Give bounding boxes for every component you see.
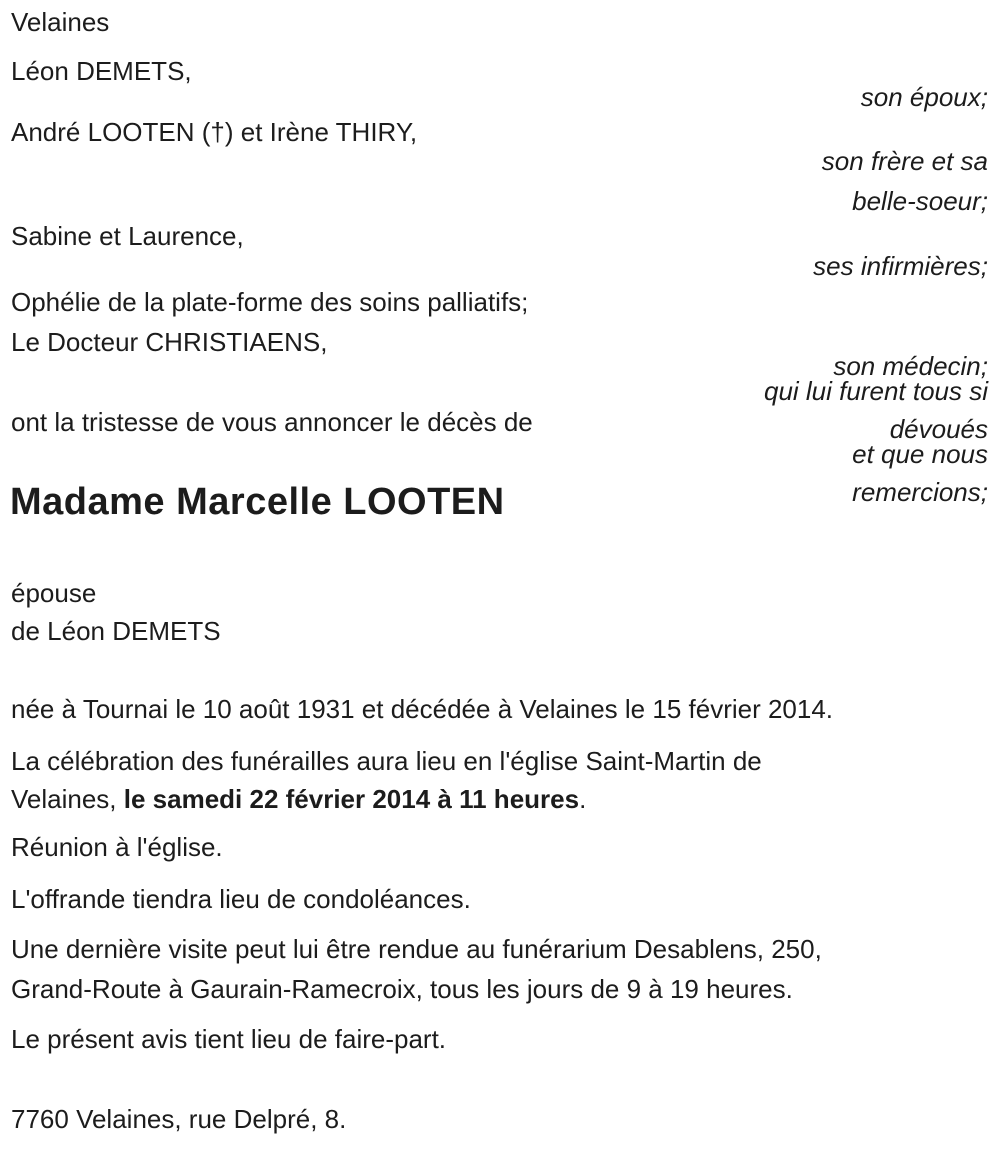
life-dates-line: née à Tournai le 10 août 1931 et décédée à Velaines le 15 février 2014. [11, 694, 834, 724]
mourner-husband: Léon DEMETS, [11, 56, 192, 86]
spouse-line-1: épouse [11, 578, 97, 608]
funeral-date-bold: le samedi 22 février 2014 à 11 heures [123, 784, 580, 814]
address-line: 7760 Velaines, rue Delpré, 8. [11, 1104, 347, 1134]
relation-doctor-1: son médecin; [833, 351, 988, 381]
relation-nurses: ses infirmières; [813, 251, 988, 281]
place-line: Velaines [11, 7, 110, 37]
mourner-nurses: Sabine et Laurence, [11, 221, 244, 251]
mourner-brother: André LOOTEN (†) et Irène THIRY, [11, 117, 418, 147]
funeral-line-2-start: Velaines, [11, 784, 124, 814]
relation-husband: son époux; [860, 82, 988, 112]
funeral-line-2-end: . [579, 784, 587, 814]
relation-doctor-2: qui lui furent tous si [763, 376, 988, 406]
meeting-line: Réunion à l'église. [11, 832, 223, 862]
mourner-palliative: Ophélie de la plate-forme des soins palliatifs; [11, 287, 529, 317]
deceased-name-title: Madame Marcelle LOOTEN [10, 481, 505, 523]
relation-doctor-3: dévoués [889, 414, 988, 444]
relation-doctor-4: et que nous [852, 439, 988, 469]
visitation-line-1: Une dernière visite peut lui être rendue au funérarium Desablens, 250, [11, 934, 822, 964]
visitation-line-2: Grand-Route à Gaurain-Ramecroix, tous les jours de 9 à 19 heures. [11, 974, 793, 1004]
relation-brother-2: belle-soeur; [852, 186, 988, 216]
spouse-line-2: de Léon DEMETS [11, 616, 221, 646]
mourner-doctor: Le Docteur CHRISTIAENS, [11, 327, 328, 357]
announcement-line: ont la tristesse de vous annoncer le décès de [11, 407, 533, 437]
relation-doctor-5: remercions; [852, 477, 988, 507]
legal-notice-line: Le présent avis tient lieu de faire-part. [11, 1024, 447, 1054]
offering-line: L'offrande tiendra lieu de condoléances. [11, 884, 471, 914]
funeral-line-2 [11, 784, 586, 815]
funeral-line-1: La célébration des funérailles aura lieu en l'église Saint-Martin de [11, 746, 762, 776]
relation-brother-1: son frère et sa [821, 146, 988, 176]
